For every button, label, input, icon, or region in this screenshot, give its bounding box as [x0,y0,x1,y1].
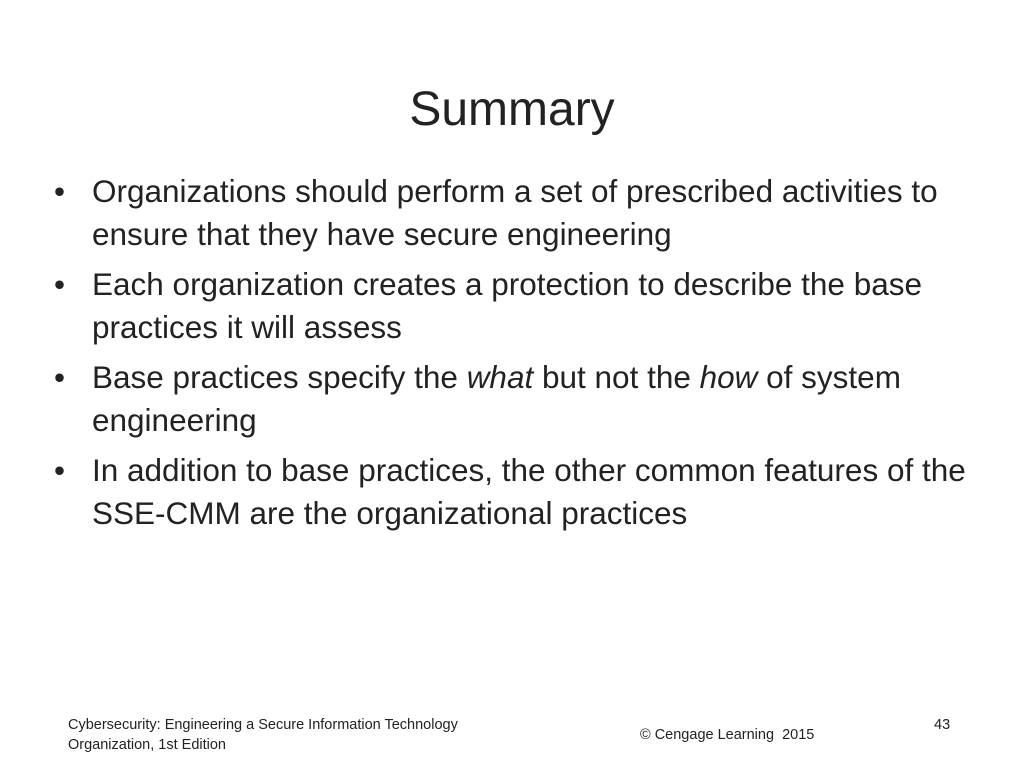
footer-source: Cybersecurity: Engineering a Secure Information Technology Organization, 1st Edition [68,717,458,753]
bullet-emphasis-how: how [699,359,758,395]
bullet-text: In addition to base practices, the other common features of the SSE-CMM are the organizational practices [92,452,966,531]
bullet-list [54,170,994,542]
bullet-text-part: of system engineering [92,359,901,438]
bullet-marker: • [54,173,66,209]
bullet-marker: • [54,359,66,395]
bullet-text: Organizations should perform a set of prescribed activities to ensure that they have secure engineering [92,173,938,252]
page-number: 43 [934,717,951,733]
bullet-item-1 [54,170,994,256]
bullet-item-3 [54,356,994,442]
bullet-marker: • [54,452,66,488]
footer-copyright: © Cengage Learning 2015 [640,727,815,743]
bullet-text-part: Base practices specify the [92,359,467,395]
bullet-item-2 [54,263,994,349]
bullet-item-4 [54,449,994,535]
bullet-text-part: but not the [533,359,700,395]
bullet-marker: • [54,266,66,302]
bullet-text: Each organization creates a protection to describe the base practices it will assess [92,266,923,345]
bullet-emphasis-what: what [466,359,534,395]
slide-title: Summary [409,83,615,136]
